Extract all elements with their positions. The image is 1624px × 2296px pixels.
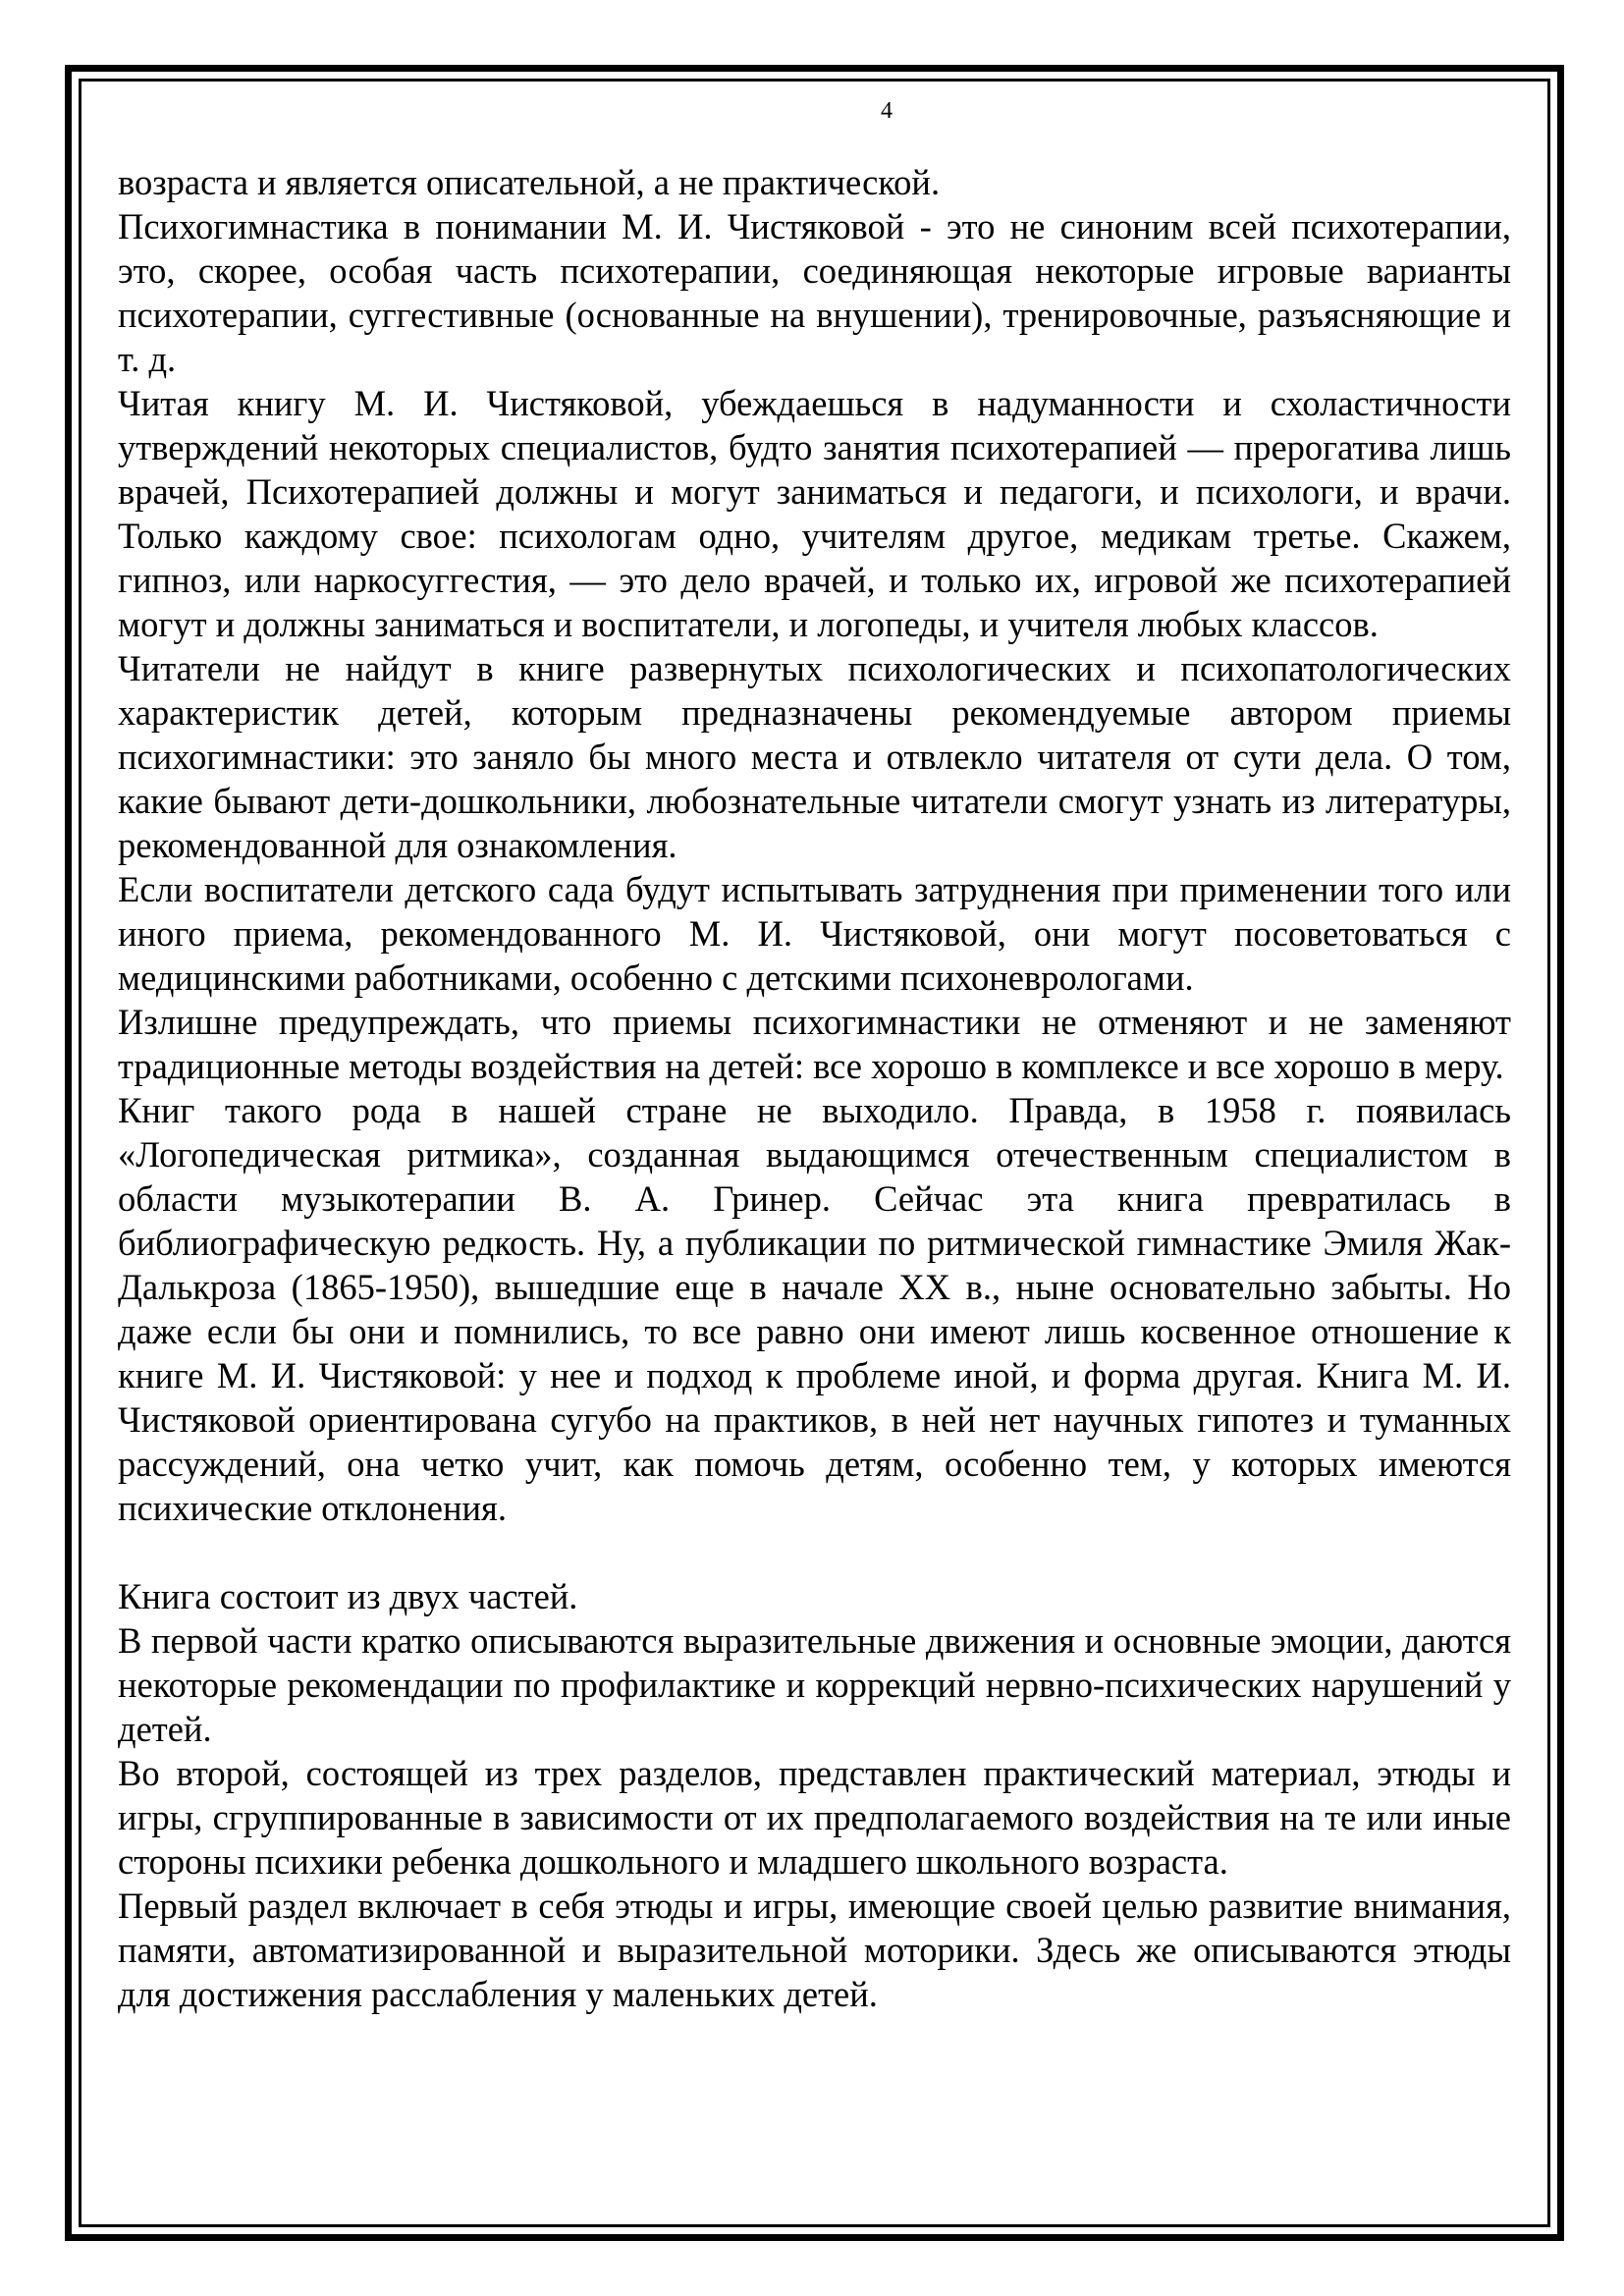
paragraph: Книга состоит из двух частей. xyxy=(118,1576,578,1616)
paragraph: Книг такого рода в нашей стране не выходило. Правда, в 1958 г. появилась «Логопедическая ритмика», созданная выдающимся отечественным специалистом в области музыкотерапии В. А. Гринер. Сейчас эта книга превратилась в библиографическую редкость. Ну, а публикации по ритмической гимнастике Эмиля Жак-Далькроза (1865-1950), вышедшие еще в начале XX в., ныне основательно забыты. Но даже если бы они и помнились, то все равно они имеют лишь косвенное отношение к книге М. И. Чистяковой: у нее и подход к проблеме иной, и форма другая. Книга М. И. Чистяковой ориентирована сугубо на практиков, в ней нет научных гипотез и туманных рассуждений, она четко учит, как помочь детям, особенно тем, у которых имеются психические отклонения. xyxy=(118,1090,1511,1528)
paragraph: возраста и является описательной, а не практической. xyxy=(118,162,941,202)
paragraph: Читатели не найдут в книге развернутых психологических и психопатологических характеристик детей, которым предназначены рекомендуемые автором приемы психогимнастики: это заняло бы много места и отвлекло читателя от сути дела. О том, какие бывают дети-дошкольники, любознательные читатели смогут узнать из литературы, рекомендованной для ознакомления. xyxy=(118,648,1511,865)
page-number: 4 xyxy=(881,98,893,124)
paragraph: Психогимнастика в понимании М. И. Чистяковой - это не синоним всей психотерапии, это, скорее, особая часть психотерапии, соединяющая некоторые игровые варианты психотерапии, суггестивные (основанные на внушении), тренировочные, разъясняющие и т. д. xyxy=(118,206,1511,379)
page-body xyxy=(118,160,1511,2016)
paragraph: Читая книгу М. И. Чистяковой, убеждаешься в надуманности и схоластичности утверждений некоторых специалистов, будто занятия психотерапией — прерогатива лишь врачей, Психотерапией должны и могут заниматься и педагоги, и психологи, и врачи. Только каждому свое: психологам одно, учителям другое, медикам третье. Скажем, гипноз, или наркосуггестия, — это дело врачей, и только их, игровой же психотерапией могут и должны заниматься и воспитатели, и логопеды, и учителя любых классов. xyxy=(118,383,1511,644)
paragraph: В первой части кратко описываются выразительные движения и основные эмоции, даются некоторые рекомендации по профилактике и коррекций нервно-психических нарушений у детей. xyxy=(118,1620,1511,1749)
paragraph: Если воспитатели детского сада будут испытывать затруднения при применении того или иного приема, рекомендованного М. И. Чистяковой, они могут посоветоваться с медицинскими работниками, особенно с детскими психоневрологами. xyxy=(118,869,1511,998)
paragraph: Первый раздел включает в себя этюды и игры, имеющие своей целью развитие внимания, памяти, автоматизированной и выразительной моторики. Здесь же описываются этюды для достижения расслабления у маленьких детей. xyxy=(118,1886,1511,2014)
blank-line xyxy=(118,1530,1511,1574)
paragraph: Излишне предупреждать, что приемы психогимнастики не отменяют и не заменяют традиционные методы воздействия на детей: все хорошо в комплексе и все хорошо в меру. xyxy=(118,1002,1511,1086)
paragraph: Во второй, состоящей из трех разделов, представлен практический материал, этюды и игры, сгруппированные в зависимости от их предполагаемого воздействия на те или иные стороны психики ребенка дошкольного и младшего школьного возраста. xyxy=(118,1753,1511,1882)
